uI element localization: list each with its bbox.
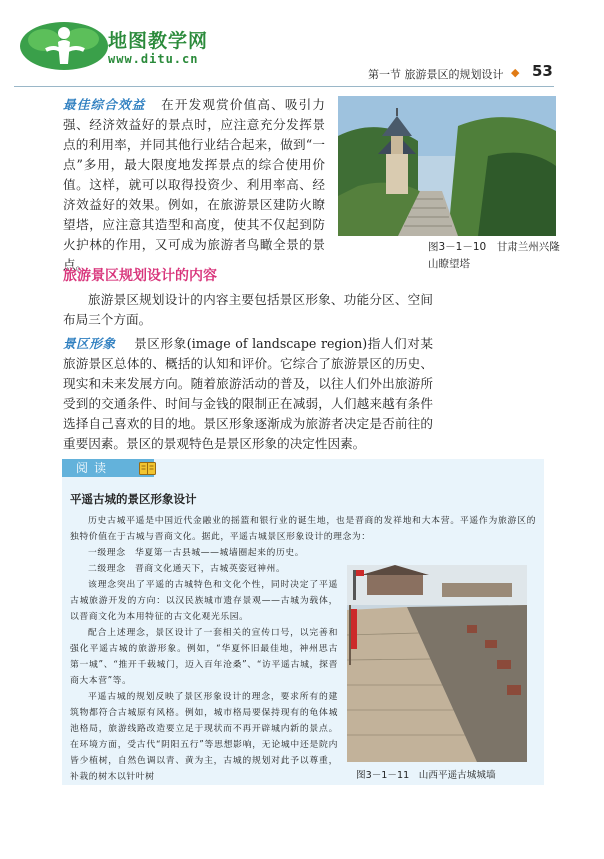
reading-paragraph-5: 配合上述理念，景区设计了一套相关的宣传口号，以完善和强化平遥古城的旅游形象。例如，“华夏怀旧最佳地，神州思古第一城”、“推开千载城门，迈入百年沧桑”、“访平遥古城，探晋商大本营”等。 bbox=[70, 628, 338, 686]
ditu-logo bbox=[18, 20, 110, 72]
reading-paragraph-3: 二级理念 晋商文化通天下，古城英姿冠神州。 bbox=[88, 564, 286, 574]
intro-paragraph bbox=[63, 95, 325, 275]
site-name: 地图教学网 bbox=[108, 30, 209, 52]
landscape-image-paragraph bbox=[63, 334, 433, 454]
diamond-icon: ◆ bbox=[511, 66, 520, 79]
reading-paragraph-6: 平遥古城的规划反映了景区形象设计的理念，要求所有的建筑物都符合古城原有风格。例如，城市格局要保持现有的龟体城池格局，旅游线路改造要立足于现状而不再开辟城内新的景点。在环境方面，受古代“阴阳五行”等思想影响，无论城中还是院内皆少植树，自然色调以青、黄为主，古城的规划对此予以尊重，补栽的树木以针叶树 bbox=[70, 692, 338, 782]
reading-title: 平遥古城的景区形象设计 bbox=[70, 492, 197, 506]
watchtower-photo bbox=[338, 96, 556, 236]
book-icon bbox=[139, 462, 156, 475]
section-label: 第一节 旅游景区的规划设计 bbox=[368, 68, 504, 81]
landscape-image-text: 景区形象(image of landscape region)指人们对某旅游景区总体的、概括的认知和评价。它综合了旅游景区的历史、现实和未来发展方向。随着旅游活动的普及，以往人们外出旅游所受到的交通条件、时间与金钱的限制正在减弱，人们越来越有条件选择自己喜欢的目的地。景区形象逐渐成为旅游者决定是否前往的重要因素。景区的景观特色是景区形象的决定性因素。 bbox=[63, 336, 434, 451]
landscape-image-term: 景区形象 bbox=[63, 336, 116, 351]
content-overview-paragraph: 旅游景区规划设计的内容主要包括景区形象、功能分区、空间布局三个方面。 bbox=[63, 292, 433, 327]
figure-caption-watchtower: 图3－1－10 甘肃兰州兴隆山瞭望塔 bbox=[428, 241, 560, 270]
section-heading: 旅游景区规划设计的内容 bbox=[63, 268, 217, 284]
page-number: 53 bbox=[532, 62, 553, 80]
intro-text: 在开发观赏价值高、吸引力强、经济效益好的景点时，应注意充分发挥景点的利用率，并同其他行业结合起来，做到“一点”多用，最大限度地发挥景点的综合使用价值。这样，就可以取得投资少、利用率高、经济效益好的效果。例如，在旅游景区建防火瞭望塔，应注意其造型和高度，使其不仅起到防火护林的作用，又可成为旅游者鸟瞰全景的景点。 bbox=[63, 97, 326, 272]
intro-term: 最佳综合效益 bbox=[63, 97, 146, 112]
reading-paragraph-4: 该理念突出了平遥的古城特色和文化个性，同时决定了平遥古城旅游开发的方向：以汉民族城市遗存景观——古城为载体，以晋商文化为本用特征的古文化观光乐园。 bbox=[70, 580, 338, 622]
reading-tab: 阅读 bbox=[62, 459, 154, 477]
city-wall-photo bbox=[347, 565, 527, 762]
header-divider bbox=[14, 86, 554, 87]
reading-paragraph-2: 一级理念 华夏第一古县城——城墙圈起来的历史。 bbox=[88, 548, 305, 558]
reading-paragraph-1: 历史古城平遥是中国近代金融业的摇篮和银行业的诞生地，也是晋商的发祥地和大本营。平遥作为旅游区的独特价值在于古城与晋商文化。据此，平遥古城景区形象设计的理念为： bbox=[70, 516, 536, 542]
figure-caption-city-wall: 图3－1－11 山西平遥古城城墙 bbox=[356, 770, 496, 781]
site-url: www.ditu.cn bbox=[108, 52, 199, 66]
